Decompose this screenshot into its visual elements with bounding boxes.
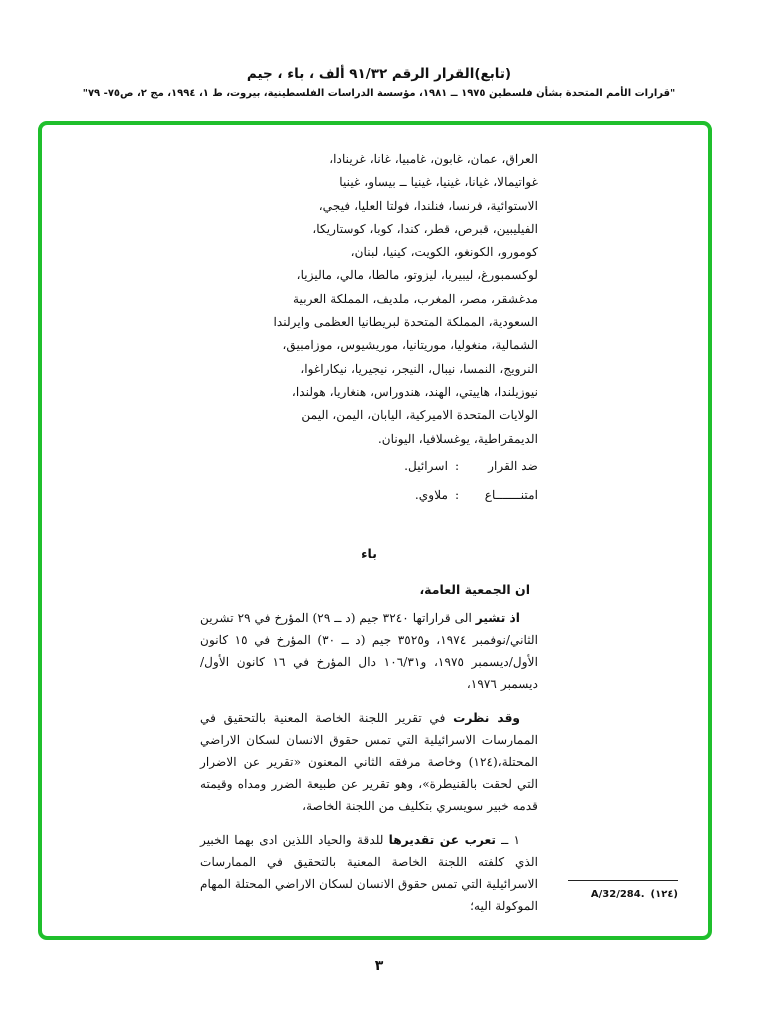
countries-list	[200, 148, 538, 451]
paragraph-text: الى قراراتها ٣٢٤٠ جيم (د ــ ٢٩) المؤرخ في ٢٩ تشرين الثاني/نوفمبر ١٩٧٤، و٣٥٢٥ جيم (د ــ ٣٠) المؤرخ في ١٥ كانون الأول/ديسمبر ١٩٧٥، و١٠٦/٣١ دال المؤرخ في ١٦ كانون الأول/ ديسمبر ١٩٧٦،	[200, 610, 538, 691]
countries-line: نيوزيلندا، هاييتي، الهند، هندوراس، هنغاريا، هولندا،	[291, 384, 538, 399]
vote-separator: :	[454, 487, 460, 502]
countries-line: الشمالية، منغوليا، موريتانيا، موريشيوس، موزامبيق،	[282, 338, 538, 353]
paragraph-lead: تعرب عن تقديرها	[388, 833, 496, 848]
countries-line: الاستوائية، فرنسا، فنلندا، فولتا العليا، فيجي،	[318, 198, 538, 213]
countries-line: الفيليبين، قبرص، قطر، كندا، كوبا، كوستاريكا،	[312, 221, 538, 236]
paragraph-text: في تقرير اللجنة الخاصة المعنية بالتحقيق في الممارسات الاسرائيلية التي تمس حقوق الانسان لسكان الاراضي المحتلة،(١٢٤) وخاصة مرفقه الثاني المعنون «تقرير عن الاضرار التي لحقت بالقنيطرة»، وهو تقرير عن طبيعة الضرر ومداه وقيمته قدمه خبير سويسري بتكليف من اللجنة الخاصة،	[200, 711, 538, 814]
vote-against-label: ضد القرار	[488, 458, 538, 473]
vote-abstain-value: ملاوي.	[414, 487, 448, 502]
assembly-preamble: ان الجمعية العامة،	[419, 581, 530, 597]
section-heading: باء	[361, 545, 377, 561]
countries-line: غواتيمالا، غيانا، غينيا، غينيا ــ بيساو، غينيا	[339, 175, 538, 190]
source-citation: "قرارات الأمم المتحدة بشأن فلسطين ١٩٧٥ ــ ١٩٨١، مؤسسة الدراسات الفلسطينية، بيروت، ط ١، ١٩٩٤، مج ٢، ص٧٥- ٧٩"	[82, 88, 676, 99]
countries-line: مدغشقر، مصر، المغرب، ملديف، المملكة العربية	[293, 291, 538, 306]
countries-line: الديمقراطية، يوغسلافيا، اليونان.	[377, 431, 538, 446]
countries-line: كومورو، الكونغو، الكويت، كينيا، لبنان،	[350, 245, 538, 260]
recalling-paragraph	[200, 607, 538, 695]
page-number: ٣	[374, 958, 384, 974]
document-body	[200, 148, 538, 929]
countries-line: لوكسمبورغ، ليبيريا، ليزوتو، مالطا، مالي، ماليزيا،	[296, 268, 538, 283]
vote-abstain	[200, 482, 538, 509]
paragraph-number: ١ ــ	[495, 833, 520, 848]
vote-separator: :	[454, 458, 460, 473]
operative-paragraph-1	[200, 829, 538, 917]
vote-abstain-label: امتنـــــــاع	[484, 487, 538, 502]
paragraph-text: للدقة والحياد اللذين ادى بهما الخبير الذي كلفته اللجنة الخاصة المعنية بالتحقيق في الممارسات الاسرائيلية التي تمس حقوق الانسان لسكان الاراضي المحتلة المهام الموكولة اليه؛	[200, 833, 538, 914]
resolution-title: (تابع)القرار الرقم ٩١/٣٢ ألف ، باء ، جيم	[246, 66, 512, 82]
countries-line: الولايات المتحدة الاميركية، اليابان، اليمن، اليمن	[301, 408, 538, 423]
footnote-divider	[568, 880, 678, 881]
page-header	[0, 62, 758, 102]
countries-line: العراق، عمان، غابون، غامبيا، غانا، غرينادا،	[329, 152, 538, 166]
countries-line: النرويج، النمسا، نيبال، النيجر، نيجيريا، نيكاراغوا،	[300, 361, 538, 376]
footnote-text: A/32/284.	[590, 889, 645, 900]
considered-paragraph	[200, 707, 538, 817]
countries-line: السعودية، المملكة المتحدة لبريطانيا العظمى وايرلندا	[273, 315, 538, 330]
paragraph-lead: وقد نظرت	[453, 711, 521, 726]
footnote-number: (١٢٤)	[650, 889, 678, 900]
paragraph-lead: اذ تشير	[475, 610, 520, 625]
footnote	[591, 889, 678, 900]
vote-against	[200, 453, 538, 480]
vote-against-value: اسرائيل.	[404, 458, 448, 473]
